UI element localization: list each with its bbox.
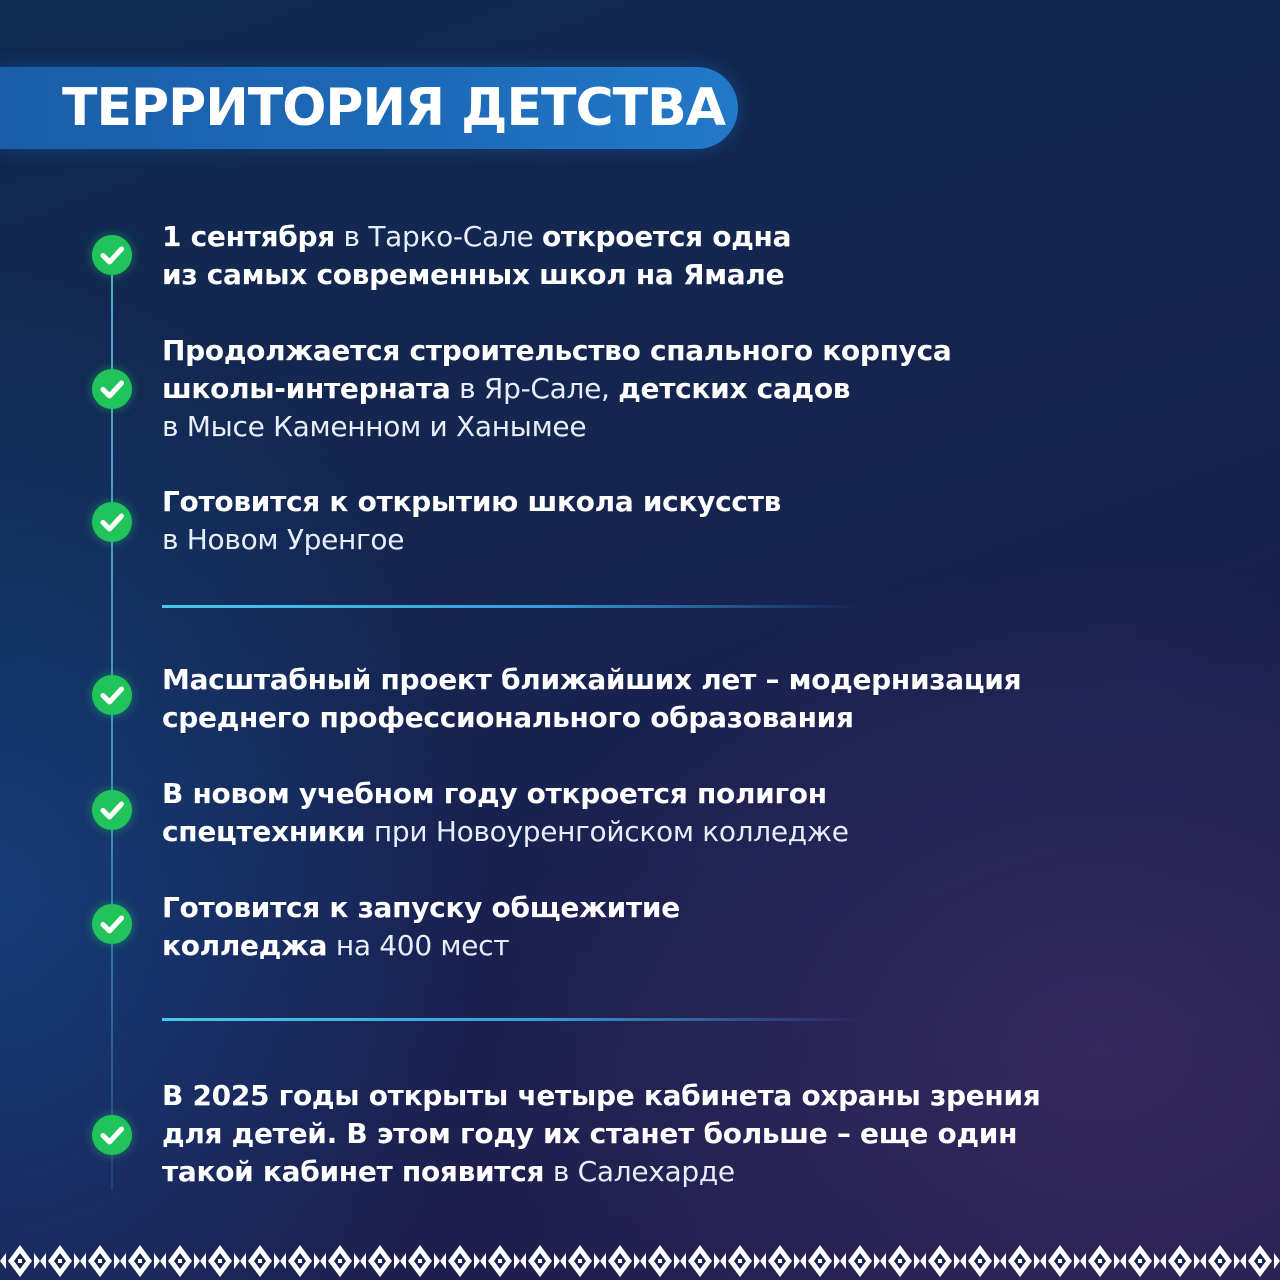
bold-text: такой кабинет появится: [162, 1155, 545, 1188]
list-item-line: [162, 218, 791, 256]
list-item: [162, 218, 791, 294]
bold-text: В новом учебном году откроется полигон: [162, 777, 827, 810]
regular-text: на 400 мест: [327, 929, 510, 962]
list-item-line: [162, 927, 680, 965]
check-circle-icon: [92, 675, 132, 715]
bold-text: Готовится к запуску общежитие: [162, 891, 680, 924]
bold-text: Готовится к открытию школа искусств: [162, 485, 782, 518]
list-item: [162, 775, 849, 851]
list-item: [162, 483, 781, 559]
list-item-line: [162, 521, 781, 559]
ethnic-ornament-border: [0, 1243, 1280, 1280]
bold-text: детских садов: [618, 372, 851, 405]
list-item: [162, 1077, 1040, 1191]
check-circle-icon: [92, 904, 132, 944]
list-item-line: [162, 256, 791, 294]
check-circle-icon: [92, 369, 132, 409]
list-item: [162, 332, 951, 446]
list-item-line: [162, 483, 781, 521]
bold-text: Продолжается строительство спального корпуса: [162, 334, 952, 367]
list-item-line: [162, 408, 951, 446]
bold-text: спецтехники: [162, 815, 366, 848]
list-item-line: [162, 889, 680, 927]
regular-text: в Мысе Каменном и Ханымее: [162, 410, 587, 443]
list-item-line: [162, 1115, 1040, 1153]
list-item-line: [162, 332, 951, 370]
list-item-line: [162, 1153, 1040, 1191]
bold-text: колледжа: [162, 929, 328, 962]
regular-text: в Салехарде: [544, 1155, 735, 1188]
check-circle-icon: [92, 1115, 132, 1155]
check-circle-icon: [92, 502, 132, 542]
bold-text: школы-интерната: [162, 372, 451, 405]
list-item-line: [162, 813, 849, 851]
list-item-line: [162, 699, 1021, 737]
bold-text: среднего профессионального образования: [162, 701, 854, 734]
page-title: ТЕРРИТОРИЯ ДЕТСТВА: [62, 78, 726, 138]
bold-text: из самых современных школ на Ямале: [162, 258, 785, 291]
bold-text: 1 сентября: [162, 220, 335, 253]
regular-text: при Новоуренгойском колледже: [365, 815, 849, 848]
bold-text: В 2025 годы открыты четыре кабинета охраны зрения: [162, 1079, 1041, 1112]
section-divider: [162, 1018, 862, 1021]
check-circle-icon: [92, 790, 132, 830]
list-item-line: [162, 661, 1021, 699]
regular-text: в Яр-Сале,: [450, 372, 619, 405]
bold-text: откроется одна: [541, 220, 792, 253]
bold-text: для детей. В этом году их станет больше – еще один: [162, 1117, 1018, 1150]
bold-text: Масштабный проект ближайших лет – модернизация: [162, 663, 1022, 696]
list-item-line: [162, 370, 951, 408]
regular-text: в Тарко-Сале: [334, 220, 542, 253]
list-item-line: [162, 1077, 1040, 1115]
check-circle-icon: [92, 235, 132, 275]
title-banner: [0, 67, 738, 149]
regular-text: в Новом Уренгое: [162, 523, 405, 556]
list-item: [162, 889, 680, 965]
list-item-line: [162, 775, 849, 813]
list-item: [162, 661, 1021, 737]
section-divider: [162, 605, 862, 608]
